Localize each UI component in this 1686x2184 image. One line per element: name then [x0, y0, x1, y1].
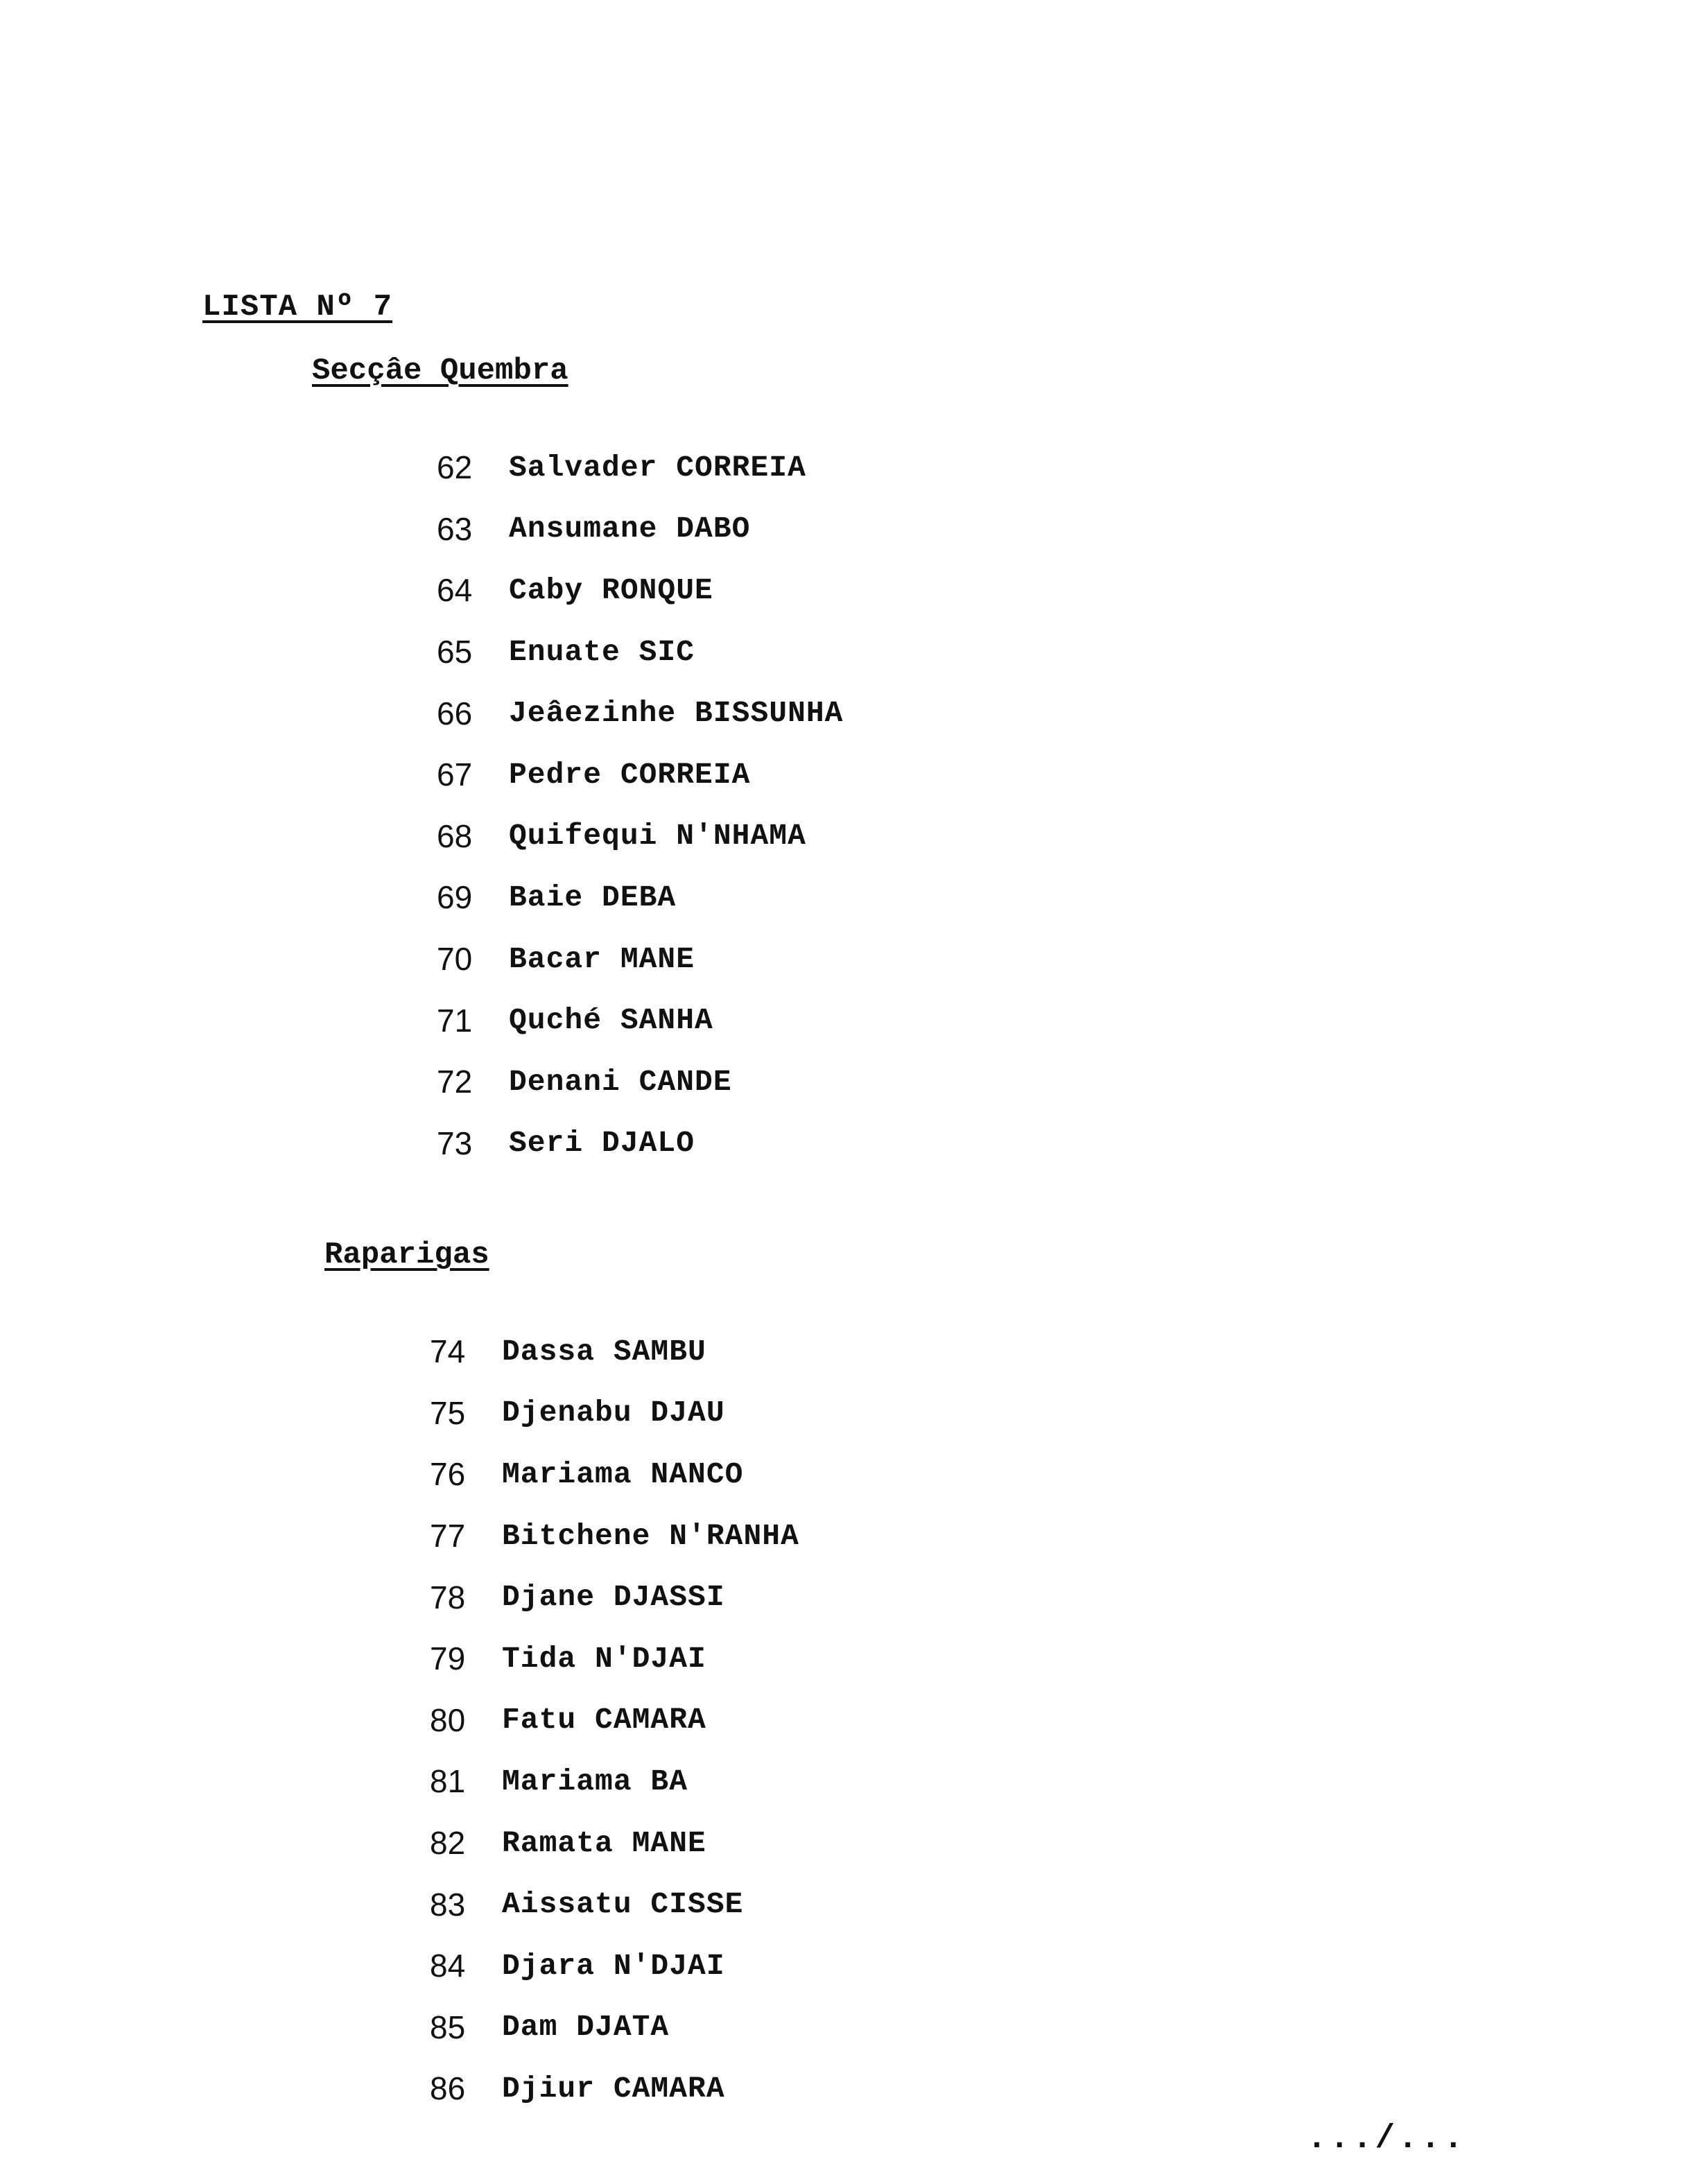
list-item — [430, 1444, 799, 1505]
entry-number: 63 — [437, 510, 473, 547]
entry-name: Denani CANDE — [509, 1064, 732, 1099]
list-item — [437, 1113, 843, 1175]
entry-list-quembra — [437, 437, 843, 1174]
list-item — [437, 806, 843, 867]
entry-name: Jeâezinhe BISSUNHA — [509, 696, 844, 731]
list-item — [430, 1812, 799, 1874]
entry-number: 86 — [430, 2070, 466, 2107]
entry-number: 71 — [437, 1002, 473, 1039]
entry-number: 76 — [430, 1456, 466, 1493]
section-heading-quembra: Secçâe Quembra — [312, 354, 568, 388]
entry-name: Dassa SAMBU — [502, 1334, 706, 1369]
entry-number: 68 — [437, 817, 473, 854]
list-item — [437, 867, 843, 928]
list-item — [437, 437, 843, 499]
list-item — [437, 1051, 843, 1113]
list-item — [437, 744, 843, 806]
entry-number: 81 — [430, 1763, 466, 1800]
list-item — [430, 1628, 799, 1690]
list-item — [430, 1566, 799, 1628]
entry-number: 82 — [430, 1825, 466, 1862]
list-item — [430, 1997, 799, 2059]
entry-name: Djenabu DJAU — [502, 1396, 725, 1430]
list-item — [430, 1505, 799, 1567]
list-item — [437, 499, 843, 560]
entry-number: 62 — [437, 449, 473, 486]
entry-number: 79 — [430, 1640, 466, 1677]
entry-number: 77 — [430, 1518, 466, 1554]
list-item — [430, 1873, 799, 1935]
entry-number: 73 — [437, 1125, 473, 1161]
entry-name: Mariama NANCO — [502, 1457, 744, 1491]
list-item — [437, 560, 843, 621]
entry-name: Djara N'DJAI — [502, 1948, 725, 1983]
entry-name: Quché SANHA — [509, 1003, 713, 1038]
entry-number: 67 — [437, 756, 473, 793]
entry-name: Tida N'DJAI — [502, 1641, 706, 1676]
entry-name: Seri DJALO — [509, 1126, 695, 1161]
entry-number: 69 — [437, 879, 473, 916]
entry-number: 64 — [437, 572, 473, 609]
entry-number: 66 — [437, 695, 473, 731]
entry-name: Caby RONQUE — [509, 573, 713, 607]
entry-name: Djane DJASSI — [502, 1580, 725, 1615]
list-item — [430, 1321, 799, 1383]
entry-number: 75 — [430, 1394, 466, 1431]
entry-name: Mariama BA — [502, 1764, 688, 1799]
entry-name: Enuate SIC — [509, 634, 695, 669]
entry-number: 85 — [430, 2009, 466, 2045]
list-item — [430, 1751, 799, 1812]
list-title: LISTA Nº 7 — [202, 290, 393, 324]
list-item — [430, 1935, 799, 1997]
entry-name: Aissatu CISSE — [502, 1887, 744, 1922]
section-heading-raparigas: Raparigas — [324, 1238, 489, 1272]
entry-name: Bacar MANE — [509, 942, 695, 976]
list-item — [430, 1383, 799, 1444]
list-item — [430, 2058, 799, 2120]
entry-name: Salvader CORREIA — [509, 450, 806, 485]
entry-number: 70 — [437, 941, 473, 978]
list-item — [437, 928, 843, 990]
entry-number: 74 — [430, 1333, 466, 1370]
entry-name: Ramata MANE — [502, 1826, 706, 1860]
entry-name: Quifequi N'NHAMA — [509, 819, 806, 853]
list-item — [430, 1690, 799, 1751]
entry-name: Fatu CAMARA — [502, 1703, 706, 1737]
list-item — [437, 682, 843, 744]
continuation-mark: .../... — [1307, 2120, 1466, 2158]
entry-number: 80 — [430, 1701, 466, 1738]
list-item — [437, 989, 843, 1051]
entry-number: 65 — [437, 634, 473, 670]
entry-number: 72 — [437, 1064, 473, 1100]
entry-name: Ansumane DABO — [509, 512, 751, 546]
entry-name: Baie DEBA — [509, 880, 677, 915]
entry-name: Djiur CAMARA — [502, 2071, 725, 2106]
entry-list-raparigas — [430, 1321, 799, 2120]
entry-number: 83 — [430, 1886, 466, 1923]
entry-number: 84 — [430, 1948, 466, 1984]
entry-name: Dam DJATA — [502, 2010, 670, 2045]
entry-name: Bitchene N'RANHA — [502, 1518, 799, 1553]
list-item — [437, 621, 843, 683]
entry-number: 78 — [430, 1579, 466, 1615]
entry-name: Pedre CORREIA — [509, 757, 751, 792]
